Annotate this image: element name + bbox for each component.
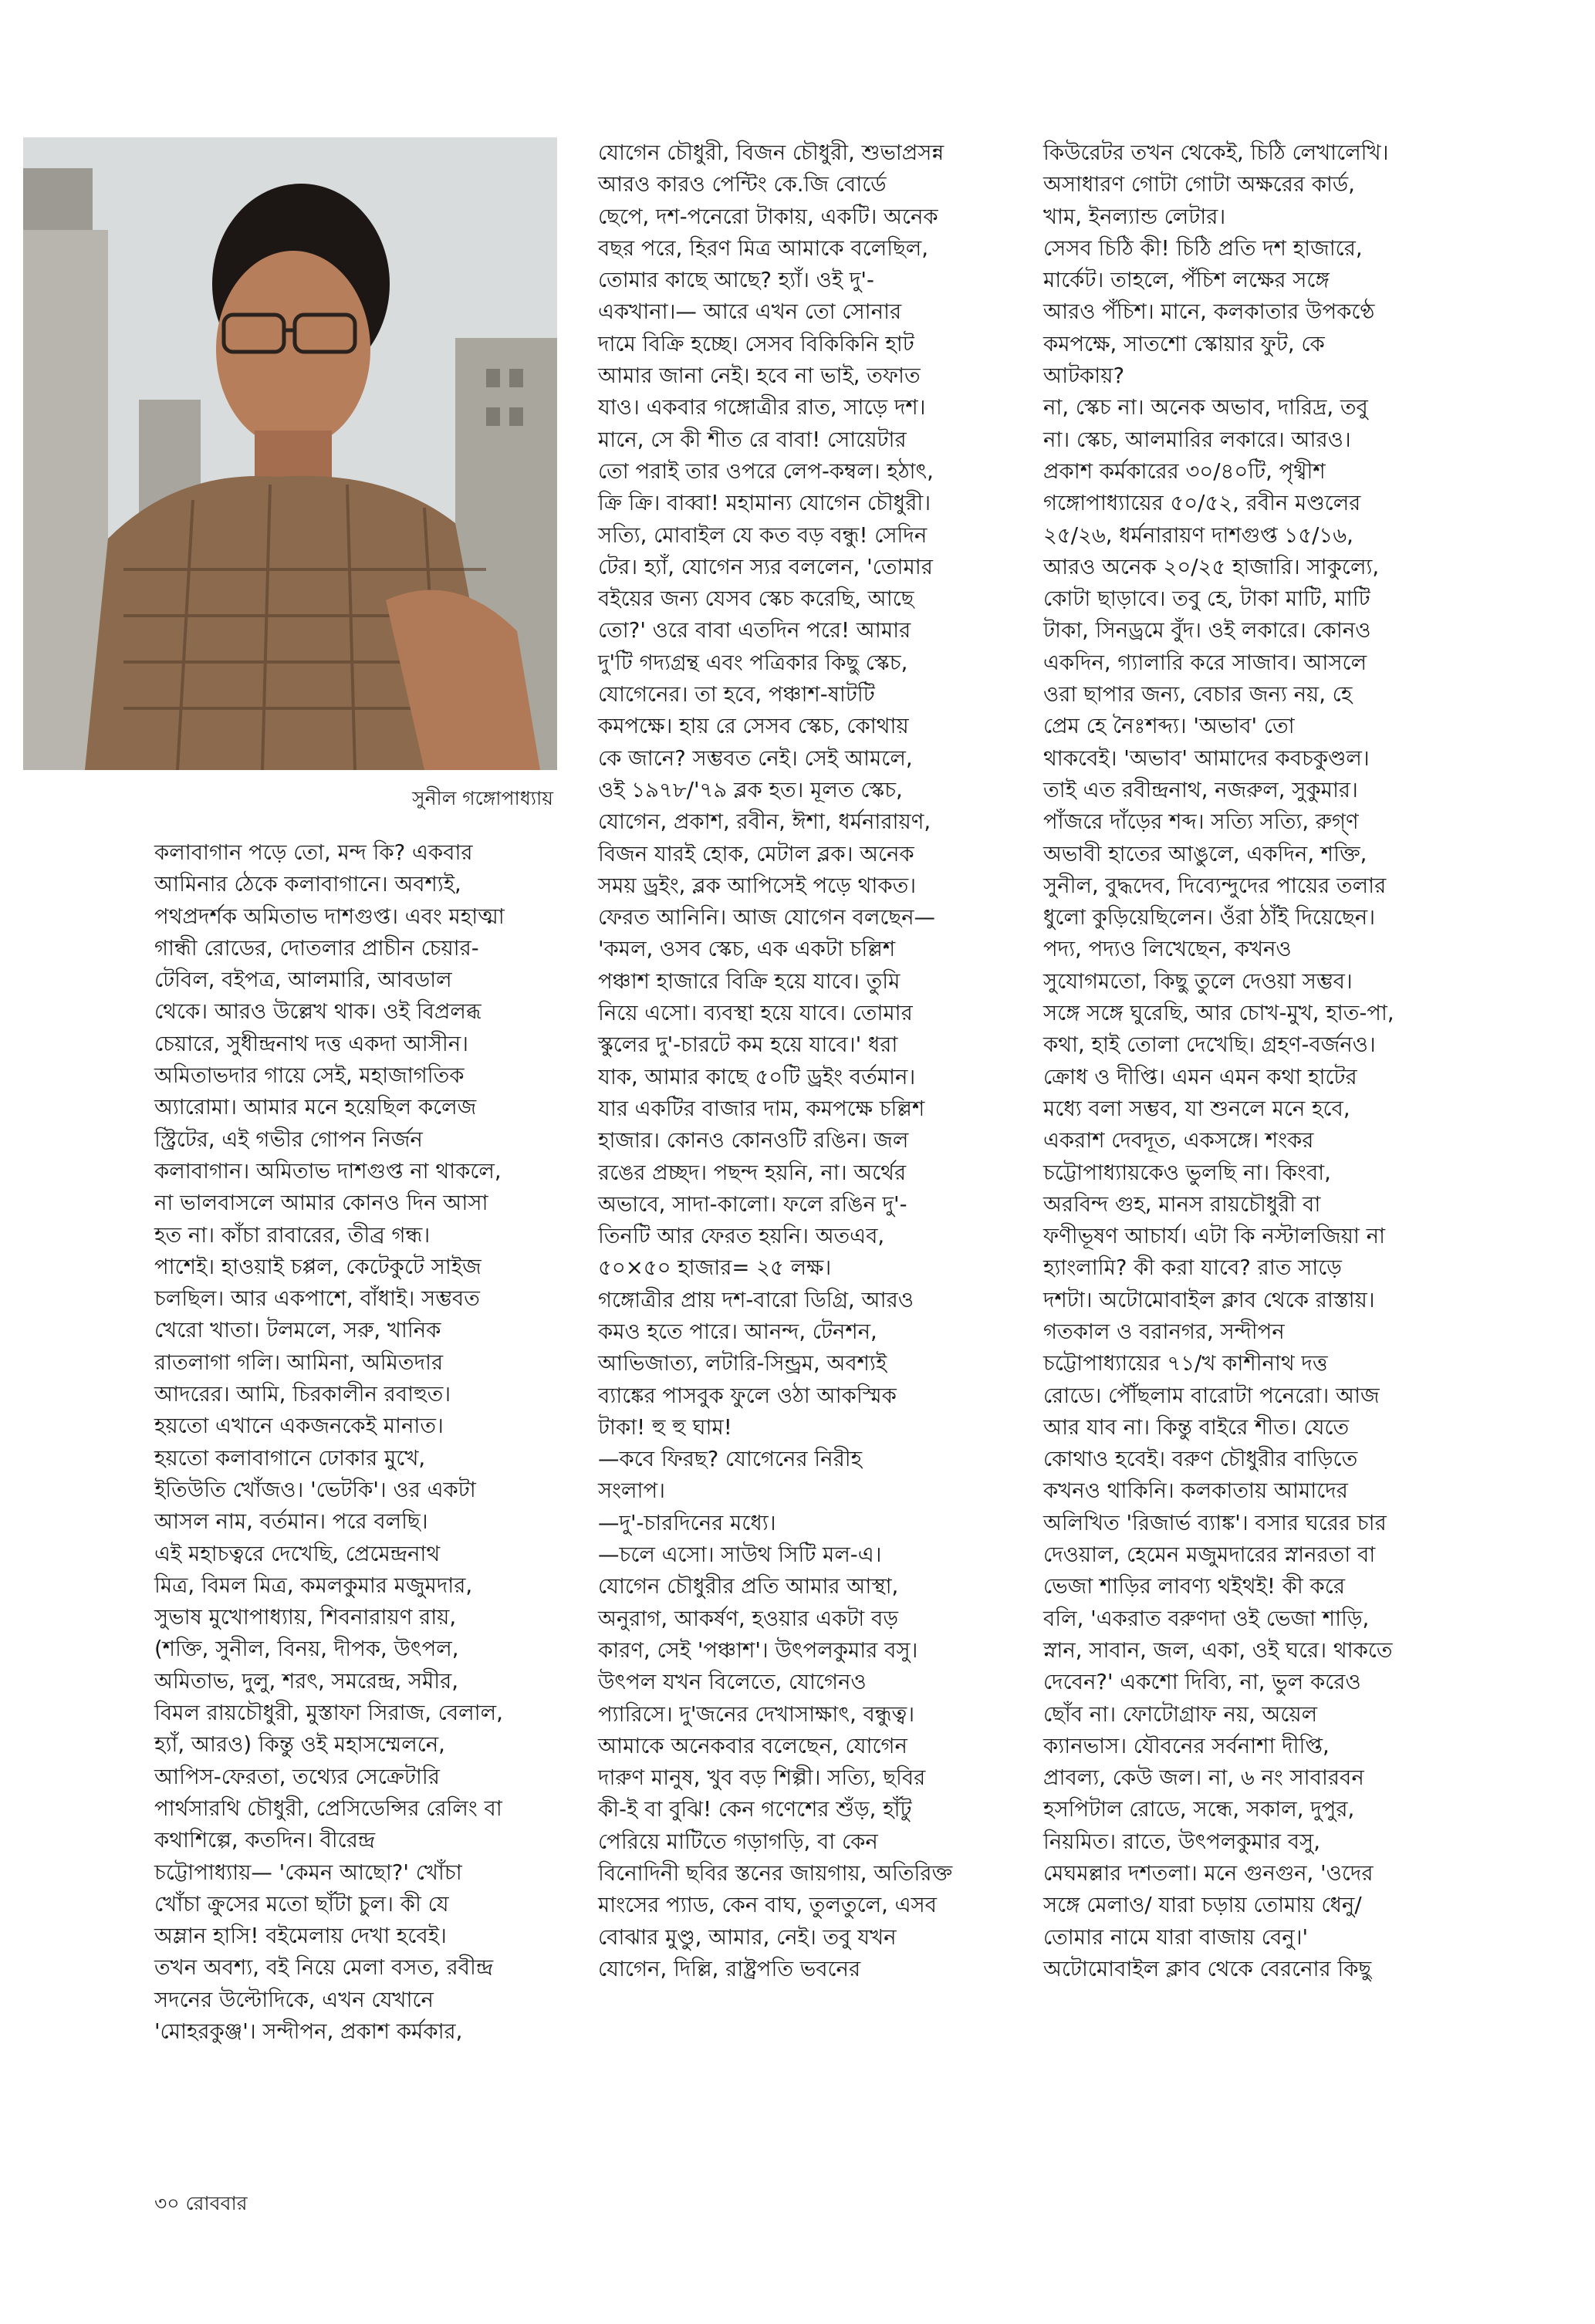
text-line: এই মহাচত্বরে দেখেছি, প্রেমেন্দ্রনাথ <box>154 1541 441 1566</box>
text-line: ক্রি ক্রি। বাব্বা! মহামান্য যোগেন চৌধুরী। <box>598 491 931 516</box>
text-line: কিউরেটর তখন থেকেই, চিঠি লেখালেখি। <box>1043 140 1389 165</box>
portrait-illustration <box>23 137 557 770</box>
text-line: যোগেন, দিল্লি, রাষ্ট্রপতি ভবনের <box>598 1956 861 1981</box>
text-line: অরবিন্দ গুহ, মানস রায়চৌধুরী বা <box>1043 1191 1321 1217</box>
text-line: যোগেন চৌধুরী, বিজন চৌধুরী, শুভাপ্রসন্ন <box>598 140 944 165</box>
text-line: চট্টোপাধ্যায়কেও ভুলছি না। কিংবা, <box>1043 1160 1331 1185</box>
text-line: সত্যি, মোবাইল যে কত বড় বন্ধু! সেদিন <box>598 522 928 548</box>
text-line: আর যাব না। কিন্তু বাইরে শীত। যেতে <box>1043 1414 1350 1440</box>
text-line: পেরিয়ে মাটিতে গড়াগড়ি, বা কেন <box>598 1829 878 1854</box>
text-line: চলছিল। আর একপাশে, বাঁধাই। সম্ভবত <box>154 1286 480 1312</box>
text-line: যোগেনের। তা হবে, পঞ্চাশ-ষাটটি <box>598 682 875 708</box>
text-line: ২৫/২৬, ধর্মনারায়ণ দাশগুপ্ত ১৫/১৬, <box>1043 522 1353 548</box>
text-line: আমিনার ঠেকে কলাবাগানে। অবশ্যই, <box>154 872 461 897</box>
text-line: ওরা ছাপার জন্য, বেচার জন্য নয়, হে <box>1043 682 1353 708</box>
text-line: হয়তো কলাবাগানে ঢোকার মুখে, <box>154 1445 426 1471</box>
text-line: হয়তো এখানে একজনকেই মানাত। <box>154 1414 444 1439</box>
text-line: হত না। কাঁচা রাবারের, তীব্র গন্ধ। <box>154 1222 431 1248</box>
text-line: টেবিল, বইপত্র, আলমারি, আবডাল <box>154 968 452 993</box>
text-column-3 <box>1043 137 1452 1985</box>
text-line: প্রাবল্য, কেউ জল। না, ৬ নং সাবারবন <box>1043 1765 1364 1791</box>
text-line: ছেপে, দশ-পনেরো টাকায়, একটি। অনেক <box>598 204 938 229</box>
text-line: বইয়ের জন্য যেসব স্কেচ করেছি, আছে <box>598 586 914 612</box>
text-line: মানে, সে কী শীত রে বাবা! সোয়েটার <box>598 427 907 452</box>
text-line: চট্টোপাধ্যায়ের ৭১/খ কাশীনাথ দত্ত <box>1043 1351 1328 1376</box>
text-line: তাই এত রবীন্দ্রনাথ, নজরুল, সুকুমার। <box>1043 777 1358 802</box>
text-line: না, স্কেচ না। অনেক অভাব, দারিদ্র, তবু <box>1043 395 1368 421</box>
text-line: পদ্য, পদ্যও লিখেছেন, কখনও <box>1043 937 1292 962</box>
text-line: ধুলো কুড়িয়েছিলেন। ওঁরা ঠাঁই দিয়েছেন। <box>1043 905 1376 931</box>
text-line: থাকবেই। 'অভাব' আমাদের কবচকুণ্ডল। <box>1043 745 1370 771</box>
text-line: কী-ই বা বুঝি! কেন গণেশের শুঁড়, হাঁটু <box>598 1797 912 1822</box>
text-line: ছোঁব না। ফোটোগ্রাফ নয়, অয়েল <box>1043 1701 1318 1727</box>
text-line: দু'টি গদ্যগ্রন্থ এবং পত্রিকার কিছু স্কেচ, <box>598 650 908 675</box>
text-line: অ্যারোমা। আমার মনে হয়েছিল কলেজ <box>154 1095 477 1120</box>
text-column-1 <box>154 837 563 2048</box>
text-line: সুযোগমতো, কিছু তুলে দেওয়া সম্ভব। <box>1043 968 1353 994</box>
text-line: —কবে ফিরছ? যোগেনের নিরীহ <box>598 1447 863 1472</box>
text-line: কমপক্ষে, সাতশো স্কোয়ার ফুট, কে <box>1043 331 1325 356</box>
text-line: হ্যাংলামি? কী করা যাবে? রাত সাড়ে <box>1043 1255 1342 1281</box>
text-line: আরও পঁচিশ। মানে, কলকাতার উপকণ্ঠে <box>1043 299 1375 325</box>
text-line: তখন অবশ্য, বই নিয়ে মেলা বসত, রবীন্দ্র <box>154 1955 494 1981</box>
text-line: নিয়মিত। রাতে, উৎপলকুমার বসু, <box>1043 1829 1320 1854</box>
text-line: হাজার। কোনও কোনওটি রঙিন। জল <box>598 1128 909 1154</box>
text-line: অভাবী হাতের আঙুলে, একদিন, শক্তি, <box>1043 841 1367 866</box>
text-line: খেরো খাতা। টলমলে, সরু, খানিক <box>154 1318 441 1343</box>
text-line: দামে বিক্রি হচ্ছে। সেসব বিকিকিনি হাট <box>598 331 914 356</box>
text-line: যাও। একবার গঙ্গোত্রীর রাত, সাড়ে দশ। <box>598 395 926 421</box>
text-line: কে জানে? সম্ভবত নেই। সেই আমলে, <box>598 745 913 771</box>
text-line: একদিন, গ্যালারি করে সাজাব। আসলে <box>1043 650 1367 675</box>
text-line: দেওয়াল, হেমেন মজুমদারের স্নানরতা বা <box>1043 1542 1376 1568</box>
text-line: না ভালবাসলে আমার কোনও দিন আসা <box>154 1191 488 1216</box>
text-line: তোমার নামে যারা বাজায় বেনু।' <box>1043 1924 1309 1950</box>
text-line: —দু'-চারদিনের মধ্যে। <box>598 1510 776 1535</box>
text-line: মধ্যে বলা সম্ভব, যা শুনলে মনে হবে, <box>1043 1096 1350 1121</box>
text-line: স্কুলের দু'-চারটে কম হয়ে যাবে।' ধরা <box>598 1032 898 1058</box>
text-line: অম্লান হাসি! বইমেলায় দেখা হবেই। <box>154 1924 447 1949</box>
text-line: পাঁজরে দাঁড়ের শব্দ। সত্যি সত্যি, রুগ্ণ <box>1043 809 1359 835</box>
text-line: তোমার কাছে আছে? হ্যাঁ। ওই দু'- <box>598 268 874 293</box>
text-line: স্ট্রিটের, এই গভীর গোপন নির্জন <box>154 1127 423 1152</box>
text-line: যার একটির বাজার দাম, কমপক্ষে চল্লিশ <box>598 1096 925 1121</box>
text-line: আসল নাম, বর্তমান। পরে বলছি। <box>154 1509 428 1535</box>
text-line: চেয়ারে, সুধীন্দ্রনাথ দত্ত একদা আসীন। <box>154 1031 468 1056</box>
text-line: ইতিউতি খোঁজও। 'ভেটকি'। ওর একটা <box>154 1477 476 1502</box>
author-photo <box>23 137 557 770</box>
text-line: সদনের উল্টোদিকে, এখন যেখানে <box>154 1987 434 2012</box>
text-line: ভেজা শাড়ির লাবণ্য থইথই! কী করে <box>1043 1574 1345 1599</box>
text-line: সঙ্গে মেলাও/ যারা চড়ায় তোমায় ধেনু/ <box>1043 1893 1362 1918</box>
text-line: আভিজাত্য, লটারি-সিন্ড্রম, অবশ্যই <box>598 1351 887 1376</box>
text-line: তিনটি আর ফেরত হয়নি। অতএব, <box>598 1224 885 1249</box>
text-line: প্যারিসে। দু'জনের দেখাসাক্ষাৎ, বন্ধুত্ব। <box>598 1701 915 1727</box>
text-line: গান্ধী রোডের, দোতলার প্রাচীন চেয়ার- <box>154 935 479 961</box>
text-line: থেকে। আরও উল্লেখ থাক। ওই বিপ্রলব্ধ <box>154 999 482 1025</box>
text-line: টাকা, সিনড্রমে বুঁদ। ওই লকারে। কোনও <box>1043 618 1371 643</box>
text-line: হসপিটাল রোডে, সন্ধে, সকাল, দুপুর, <box>1043 1797 1355 1822</box>
text-line: অভাবে, সাদা-কালো। ফলে রঙিন দু'- <box>598 1191 907 1217</box>
text-line: গঙ্গোপাধ্যায়ের ৫০/৫২, রবীন মণ্ডলের <box>1043 491 1361 516</box>
text-line: মার্কেট। তাহলে, পঁচিশ লক্ষের সঙ্গে <box>1043 268 1330 293</box>
text-line: কোটা ছাড়াবে। তবু হে, টাকা মাটি, মাটি <box>1043 586 1370 612</box>
text-line: অটোমোবাইল ক্লাব থেকে বেরনোর কিছু <box>1043 1956 1372 1981</box>
text-line: দশটা। অটোমোবাইল ক্লাব থেকে রাস্তায়। <box>1043 1287 1375 1312</box>
text-line: 'কমল, ওসব স্কেচ, এক একটা চল্লিশ <box>598 937 896 962</box>
text-line: আদরের। আমি, চিরকালীন রবাহুত। <box>154 1382 451 1407</box>
text-line: পার্থসারথি চৌধুরী, প্রেসিডেন্সির রেলিং বা <box>154 1795 502 1821</box>
text-line: যোগেন চৌধুরীর প্রতি আমার আস্থা, <box>598 1574 899 1599</box>
text-line: রাতলাগা গলি। আমিনা, অমিতদার <box>154 1349 444 1375</box>
text-line: কলাবাগান। অমিতাভ দাশগুপ্ত না থাকলে, <box>154 1158 502 1184</box>
text-line: মিত্র, বিমল মিত্র, কমলকুমার মজুমদার, <box>154 1572 473 1598</box>
text-line: কোথাও হবেই। বরুণ চৌধুরীর বাড়িতে <box>1043 1447 1358 1472</box>
text-line: স্নান, সাবান, জল, একা, ওই ঘরে। থাকতে <box>1043 1637 1393 1663</box>
text-line: ফেরত আনিনি। আজ যোগেন বলছেন— <box>598 905 936 931</box>
text-line: না। স্কেচ, আলমারির লকারে। আরও। <box>1043 427 1351 452</box>
text-line: টের। হ্যাঁ, যোগেন স্যর বললেন, 'তোমার <box>598 554 933 579</box>
text-line: বিমল রায়চৌধুরী, মুস্তাফা সিরাজ, বেলাল, <box>154 1701 503 1726</box>
text-line: কমপক্ষে। হায় রে সেসব স্কেচ, কোথায় <box>598 714 909 739</box>
text-line: রোডে। পৌঁছলাম বারোটা পনেরো। আজ <box>1043 1383 1380 1408</box>
text-line: কখনও থাকিনি। কলকাতায় আমাদের <box>1043 1478 1348 1504</box>
magazine-name: রোববার <box>185 2192 248 2214</box>
text-line: কারণ, সেই 'পঞ্চাশ'। উৎপলকুমার বসু। <box>598 1637 918 1663</box>
text-line: হ্যাঁ, আরও) কিন্তু ওই মহাসম্মেলনে, <box>154 1732 445 1758</box>
text-line: 'মোহরকুঞ্জ'। সন্দীপন, প্রকাশ কর্মকার, <box>154 2018 463 2044</box>
text-line: তো পরাই তার ওপরে লেপ-কম্বল। হঠাৎ, <box>598 458 934 484</box>
text-line: মেঘমল্লার দশতলা। মনে গুনগুন, 'ওদের <box>1043 1861 1374 1887</box>
text-line: অমিতাভদার গায়ে সেই, মহাজাগতিক <box>154 1063 465 1089</box>
text-line: অলিখিত 'রিজার্ভ ব্যাঙ্ক'। বসার ঘরের চার <box>1043 1510 1387 1535</box>
text-line: আমাকে অনেকবার বলেছেন, যোগেন <box>598 1733 907 1758</box>
text-line: পঞ্চাশ হাজারে বিক্রি হয়ে যাবে। তুমি <box>598 968 901 994</box>
text-line: আরও কারও পেন্টিং কে.জি বোর্ডে <box>598 172 887 198</box>
text-line: কমও হতে পারে। আনন্দ, টেনশন, <box>598 1319 877 1344</box>
text-line: দেবেন?' একশো দিব্যি, না, ভুল করেও <box>1043 1670 1361 1695</box>
text-line: যাক, আমার কাছে ৫০টি ড্রইং বর্তমান। <box>598 1064 916 1089</box>
page-footer <box>154 2188 247 2221</box>
text-line: সময় ড্রইং, ব্লক আপিসেই পড়ে থাকত। <box>598 873 917 898</box>
text-line: খাম, ইনল্যান্ড লেটার। <box>1043 204 1226 229</box>
text-line: বিনোদিনী ছবির স্তনের জায়গায়, অতিরিক্ত <box>598 1861 953 1887</box>
text-line: পাশেই। হাওয়াই চপ্পল, কেটেকুটে সাইজ <box>154 1254 482 1279</box>
text-line: —চলে এসো। সাউথ সিটি মল-এ। <box>598 1542 882 1568</box>
text-line: অনুরাগ, আকর্ষণ, হওয়ার একটা বড় <box>598 1606 898 1631</box>
text-line: কথাশিল্পে, কতদিন। বীরেন্দ্র <box>154 1828 376 1853</box>
text-line: পথপ্রদর্শক অমিতাভ দাশগুপ্ত। এবং মহাত্মা <box>154 904 505 929</box>
text-line: গঙ্গোত্রীর প্রায় দশ-বারো ডিগ্রি, আরও <box>598 1287 914 1312</box>
text-line: ৫০×৫০ হাজার= ২৫ লক্ষ। <box>598 1255 832 1281</box>
text-line: ক্যানভাস। যৌবনের সর্বনাশা দীপ্তি, <box>1043 1733 1330 1758</box>
text-line: উৎপল যখন বিলেতে, যোগেনও <box>598 1670 867 1695</box>
text-line: আমার জানা নেই। হবে না ভাই, তফাত <box>598 363 921 389</box>
text-line: গতকাল ও বরানগর, সন্দীপন <box>1043 1319 1285 1344</box>
text-line: খোঁচা ক্রুসের মতো ছাঁটা চুল। কী যে <box>154 1891 449 1917</box>
text-line: ওই ১৯৭৮/'৭৯ ব্লক হত। মূলত স্কেচ, <box>598 777 903 802</box>
text-line: বোঝার মুণ্ডু, আমার, নেই। তবু যখন <box>598 1924 897 1950</box>
text-line: কলাবাগান পড়ে তো, মন্দ কি? একবার <box>154 840 473 865</box>
text-line: দারুণ মানুষ, খুব বড় শিল্পী। সত্যি, ছবির <box>598 1765 926 1791</box>
text-line: টাকা! হু হু ঘাম! <box>598 1414 732 1440</box>
text-line: বছর পরে, হিরণ মিত্র আমাকে বলেছিল, <box>598 235 929 261</box>
text-line: আপিস-ফেরতা, তথ্যের সেক্রেটারি <box>154 1764 440 1789</box>
text-line: ক্রোধ ও দীপ্তি। এমন এমন কথা হাটের <box>1043 1064 1357 1089</box>
text-column-2 <box>598 137 1007 1985</box>
text-line: রঙের প্রচ্ছদ। পছন্দ হয়নি, না। অর্থের <box>598 1160 907 1185</box>
page-number: ৩০ <box>154 2192 180 2214</box>
text-line: আরও অনেক ২০/২৫ হাজারি। সাকুল্যে, <box>1043 554 1380 579</box>
text-line: কথা, হাই তোলা দেখেছি। গ্রহণ-বর্জনও। <box>1043 1032 1376 1058</box>
text-line: একরাশ দেবদূত, একসঙ্গে। শংকর <box>1043 1128 1314 1154</box>
text-line: প্রেম হে নৈঃশব্দ্য। 'অভাব' তো <box>1043 714 1295 739</box>
text-line: (শক্তি, সুনীল, বিনয়, দীপক, উৎপল, <box>154 1637 459 1662</box>
text-line: যোগেন, প্রকাশ, রবীন, ঈশা, ধর্মনারায়ণ, <box>598 809 931 835</box>
text-line: চট্টোপাধ্যায়— 'কেমন আছো?' খোঁচা <box>154 1860 462 1885</box>
text-line: সুভাষ মুখোপাধ্যায়, শিবনারায়ণ রায়, <box>154 1605 457 1630</box>
text-line: আটকায়? <box>1043 363 1125 389</box>
text-line: নিয়ে এসো। ব্যবস্থা হয়ে যাবে। তোমার <box>598 1001 913 1026</box>
photo-caption: সুনীল গঙ্গোপাধ্যায় <box>412 787 553 809</box>
text-line: তো?' ওরে বাবা এতদিন পরে! আমার <box>598 618 911 643</box>
text-line: সেসব চিঠি কী! চিঠি প্রতি দশ হাজারে, <box>1043 235 1363 261</box>
text-line: সংলাপ। <box>598 1478 665 1504</box>
text-line: মাংসের প্যাড, কেন বাঘ, তুলতুলে, এসব <box>598 1893 937 1918</box>
text-line: বিজন যারই হোক, মেটাল ব্লক। অনেক <box>598 841 914 866</box>
text-line: অমিতাভ, দুলু, শরৎ, সমরেন্দ্র, সমীর, <box>154 1668 459 1694</box>
text-line: প্রকাশ কর্মকারের ৩০/৪০টি, পৃথ্বীশ <box>1043 458 1326 484</box>
text-line: সঙ্গে সঙ্গে ঘুরেছি, আর চোখ-মুখ, হাত-পা, <box>1043 1001 1394 1026</box>
text-line: ব্যাঙ্কের পাসবুক ফুলে ওঠা আকস্মিক <box>598 1383 897 1408</box>
text-line: অসাধারণ গোটা গোটা অক্ষরের কার্ড, <box>1043 172 1355 198</box>
text-line: সুনীল, বুদ্ধদেব, দিব্যেন্দুদের পায়ের তলার <box>1043 873 1387 898</box>
text-line: একখানা।— আরে এখন তো সোনার <box>598 299 902 325</box>
text-line: বলি, 'একরাত বরুণদা ওই ভেজা শাড়ি, <box>1043 1606 1370 1631</box>
text-line: ফণীভূষণ আচার্য। এটা কি নস্টালজিয়া না <box>1043 1224 1386 1249</box>
